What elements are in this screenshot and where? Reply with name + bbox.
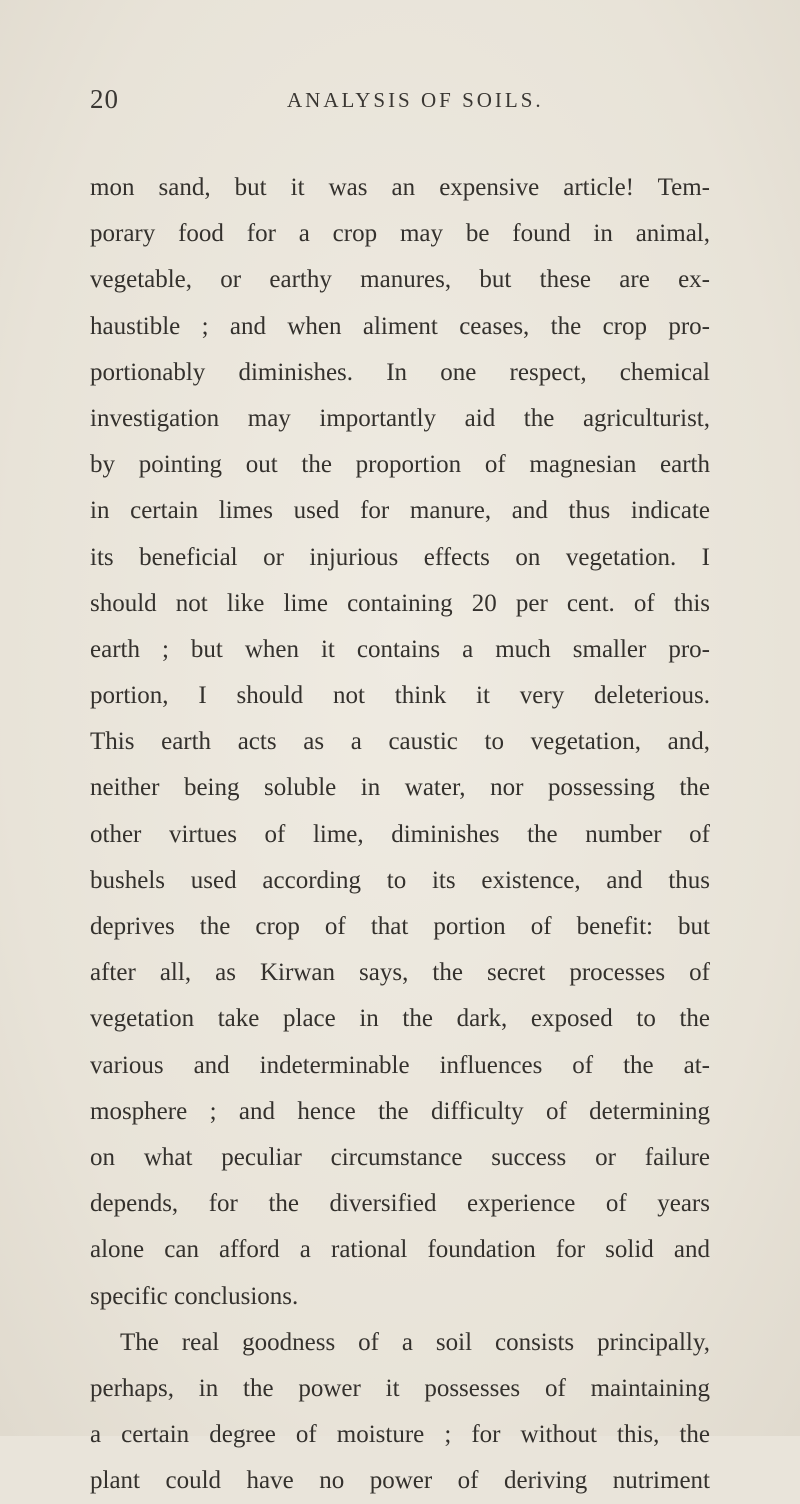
- text-line: This earth acts as a caustic to vegetation, and,: [90, 728, 710, 756]
- text-line: porary food for a crop may be found in animal,: [90, 220, 710, 248]
- text-line: deprives the crop of that portion of benefit: but: [90, 913, 710, 940]
- text-line: depends, for the diversified experience of years: [90, 1190, 710, 1218]
- text-line: by pointing out the proportion of magnesian earth: [90, 451, 710, 479]
- text-line: portionably diminishes. In one respect, chemical: [90, 358, 710, 386]
- body-text: [90, 165, 710, 1504]
- text-line: on what peculiar circumstance success or failure: [90, 1143, 710, 1171]
- text-line: bushels used according to its existence, and thus: [90, 866, 710, 894]
- text-line: should not like lime containing 20 per cent. of this: [90, 589, 710, 617]
- text-line: alone can afford a rational foundation for solid and: [90, 1236, 710, 1264]
- text-line: perhaps, in the power it possesses of maintaining: [90, 1374, 710, 1402]
- paragraph-end-line: specific conclusions.: [90, 1282, 299, 1310]
- text-line: vegetable, or earthy manures, but these are ex-: [90, 266, 710, 294]
- paragraph-start-line: The real goodness of a soil consists principally,: [120, 1328, 710, 1356]
- page-number: 20: [90, 84, 119, 114]
- text-line: its beneficial or injurious effects on vegetation. I: [90, 543, 710, 571]
- text-line: plant could have no power of deriving nutriment: [90, 1467, 710, 1495]
- text-line: various and indeterminable influences of the at-: [90, 1051, 710, 1079]
- text-line: after all, as Kirwan says, the secret processes of: [90, 959, 710, 987]
- text-line: portion, I should not think it very deleterious.: [90, 682, 710, 710]
- text-line: a certain degree of moisture ; for without this, the: [90, 1421, 710, 1449]
- text-line: haustible ; and when aliment ceases, the crop pro-: [90, 312, 710, 340]
- text-line: in certain limes used for manure, and thus indicate: [90, 497, 710, 525]
- text-line: other virtues of lime, diminishes the number of: [90, 820, 710, 848]
- text-line: earth ; but when it contains a much smaller pro-: [90, 635, 710, 663]
- page-header: [0, 80, 800, 120]
- text-line: vegetation take place in the dark, exposed to the: [90, 1005, 710, 1033]
- text-line: neither being soluble in water, nor possessing the: [90, 774, 710, 802]
- running-title: ANALYSIS OF SOILS.: [287, 88, 544, 112]
- text-line: mosphere ; and hence the difficulty of determining: [90, 1097, 710, 1125]
- text-line: mon sand, but it was an expensive article! Tem-: [90, 174, 710, 201]
- text-line: investigation may importantly aid the agriculturist,: [90, 404, 710, 432]
